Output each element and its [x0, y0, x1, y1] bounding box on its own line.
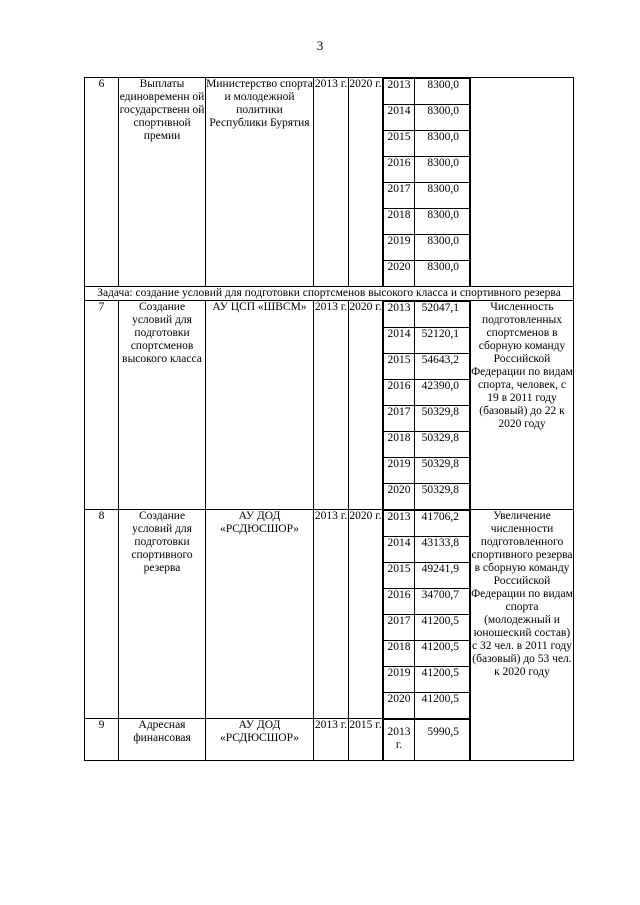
year-cell: 2013: [384, 302, 415, 328]
year-cell: 2016: [384, 589, 415, 615]
start-year: 2013 г.: [314, 301, 349, 510]
expected-result: Увеличение численности подготовленного спортивного резерва в сборную команду Российской Федерации по видам спорта (молодежный и юношеский состав) с 32 чел. в 2011 году (базовый) до 53 чел. к 2020 году: [471, 510, 574, 761]
year-cell: 2014: [384, 328, 415, 354]
year-cell: 2019: [384, 458, 415, 484]
value-cell: 8300,0: [415, 131, 470, 157]
funding-by-year: [383, 719, 471, 761]
end-year: 2020 г.: [349, 510, 383, 719]
year-cell: 2016: [384, 157, 415, 183]
year-cell: 2014: [384, 537, 415, 563]
end-year: 2020 г.: [349, 301, 383, 510]
value-cell: 50329,8: [415, 432, 470, 458]
year-cell: 2016: [384, 380, 415, 406]
value-cell: 52120,1: [415, 328, 470, 354]
funding-by-year: [383, 78, 471, 287]
value-cell: 41200,5: [415, 615, 470, 641]
start-year: 2013 г.: [314, 719, 349, 761]
executor: АУ ЦСП «ШВСМ»: [206, 301, 314, 510]
expected-result: [471, 78, 574, 287]
measure-name: Выплаты единовременн ой государственн ой спортивной премии: [119, 78, 206, 287]
table-row: [85, 78, 574, 287]
year-cell: 2020: [384, 693, 415, 719]
row-number: 9: [85, 719, 119, 761]
program-table: [84, 77, 574, 761]
value-cell: 8300,0: [415, 79, 470, 105]
start-year: 2013 г.: [314, 510, 349, 719]
value-cell: 50329,8: [415, 406, 470, 432]
value-cell: 41200,5: [415, 641, 470, 667]
year-cell: 2018: [384, 641, 415, 667]
measure-name: Адресная финансовая: [119, 719, 206, 761]
year-cell: 2014: [384, 105, 415, 131]
row-number: 6: [85, 78, 119, 287]
task-row: [85, 287, 574, 301]
task-text: Задача: создание условий для подготовки спортсменов высокого класса и спортивного резерва: [85, 287, 574, 301]
value-cell: 8300,0: [415, 157, 470, 183]
measure-name: Создание условий для подготовки спортивного резерва: [119, 510, 206, 719]
year-cell: 2020: [384, 261, 415, 287]
year-cell: 2015: [384, 354, 415, 380]
table-row: [85, 301, 574, 510]
value-cell: 8300,0: [415, 183, 470, 209]
end-year: 2015 г.: [349, 719, 383, 761]
year-cell: 2020: [384, 484, 415, 510]
start-year: 2013 г.: [314, 78, 349, 287]
value-cell: 34700,7: [415, 589, 470, 615]
value-cell: 8300,0: [415, 261, 470, 287]
value-cell: 43133,8: [415, 537, 470, 563]
year-cell: 2017: [384, 406, 415, 432]
value-cell: 8300,0: [415, 235, 470, 261]
year-cell: 2017: [384, 615, 415, 641]
measure-name: Создание условий для подготовки спортсменов высокого класса: [119, 301, 206, 510]
value-cell: 41706,2: [415, 511, 470, 537]
year-cell: 2017: [384, 183, 415, 209]
year-cell: 2018: [384, 209, 415, 235]
value-cell: 5990,5: [415, 720, 470, 761]
executor: АУ ДОД «РСДЮСШОР»: [206, 719, 314, 761]
page-number: 3: [316, 38, 324, 53]
funding-by-year: [383, 301, 471, 510]
value-cell: 54643,2: [415, 354, 470, 380]
value-cell: 49241,9: [415, 563, 470, 589]
expected-result: Численность подготовленных спортсменов в сборную команду Российской Федерации по видам спорта, человек, с 19 в 2011 году (базовый) до 22 к 2020 году: [471, 301, 574, 510]
year-cell: 2019: [384, 235, 415, 261]
executor: Министерство спорта и молодежной политики Республики Бурятия: [206, 78, 314, 287]
row-number: 7: [85, 301, 119, 510]
year-cell: 2013 г.: [384, 720, 415, 761]
value-cell: 50329,8: [415, 484, 470, 510]
year-cell: 2018: [384, 432, 415, 458]
executor: АУ ДОД «РСДЮСШОР»: [206, 510, 314, 719]
year-cell: 2013: [384, 79, 415, 105]
value-cell: 41200,5: [415, 667, 470, 693]
value-cell: 8300,0: [415, 105, 470, 131]
year-cell: 2015: [384, 563, 415, 589]
value-cell: 8300,0: [415, 209, 470, 235]
value-cell: 52047,1: [415, 302, 470, 328]
year-cell: 2015: [384, 131, 415, 157]
funding-by-year: [383, 510, 471, 719]
value-cell: 50329,8: [415, 458, 470, 484]
year-cell: 2013: [384, 511, 415, 537]
end-year: 2020 г.: [349, 78, 383, 287]
value-cell: 42390,0: [415, 380, 470, 406]
table-row: [85, 510, 574, 719]
row-number: 8: [85, 510, 119, 719]
year-cell: 2019: [384, 667, 415, 693]
value-cell: 41200,5: [415, 693, 470, 719]
